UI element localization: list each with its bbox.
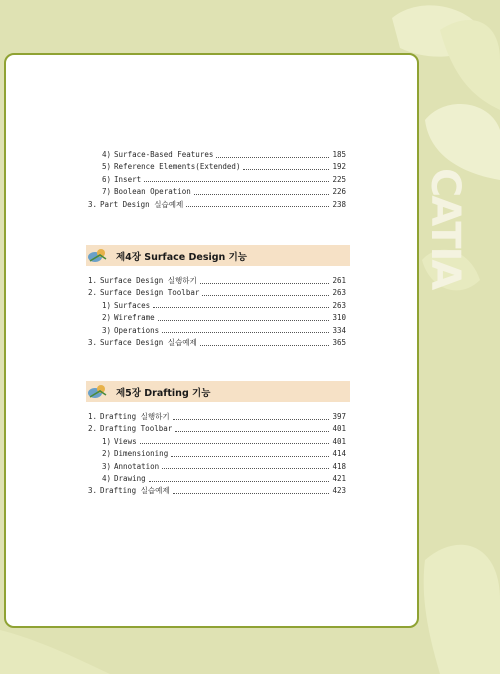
dot-leader bbox=[153, 307, 329, 308]
toc-entry-number: 3) bbox=[102, 325, 112, 335]
toc-entry-page: 263 bbox=[332, 300, 346, 310]
toc-entry-page: 238 bbox=[332, 199, 346, 209]
toc-entry-title: Wireframe bbox=[114, 313, 155, 323]
dot-leader bbox=[144, 181, 329, 182]
toc-entry[interactable] bbox=[88, 161, 346, 173]
toc-entry-number: 6) bbox=[102, 174, 112, 184]
toc-entry[interactable] bbox=[88, 300, 346, 312]
toc-entry[interactable] bbox=[88, 448, 346, 460]
toc-entry-number: 3. bbox=[88, 199, 98, 209]
toc-entry[interactable] bbox=[88, 325, 346, 337]
toc-entry-number: 2. bbox=[88, 288, 98, 298]
toc-entry-title: Surface Design 실습예제 bbox=[100, 338, 197, 347]
dot-leader bbox=[173, 493, 329, 494]
toc-entry-number: 3. bbox=[88, 338, 98, 347]
toc-entry[interactable] bbox=[88, 312, 346, 324]
toc-entry-number: 1. bbox=[88, 412, 98, 421]
dot-leader bbox=[171, 456, 329, 457]
toc-entry-number: 7) bbox=[102, 187, 112, 197]
toc-entry-number: 2) bbox=[102, 449, 112, 459]
toc-entry-page: 185 bbox=[332, 150, 346, 159]
toc-entry[interactable] bbox=[88, 199, 346, 211]
toc-entry-page: 263 bbox=[332, 288, 346, 298]
toc-entry-title: Part Design 실습예제 bbox=[100, 199, 184, 209]
toc-entry[interactable] bbox=[88, 473, 346, 485]
toc-entry-page: 401 bbox=[332, 436, 346, 446]
dot-leader bbox=[202, 295, 329, 296]
toc-entry-title: Dimensioning bbox=[114, 449, 169, 459]
toc-entry-page: 401 bbox=[332, 424, 346, 434]
dot-leader bbox=[200, 283, 329, 284]
toc-entry-number: 2) bbox=[102, 313, 112, 323]
dot-leader bbox=[186, 206, 329, 207]
toc-entry[interactable] bbox=[88, 436, 346, 448]
toc-entry-number: 3) bbox=[102, 461, 112, 471]
toc-entry-title: Annotation bbox=[114, 461, 160, 471]
dot-leader bbox=[175, 431, 329, 432]
toc-entry[interactable] bbox=[88, 174, 346, 186]
toc-entry-number: 4) bbox=[102, 474, 112, 483]
toc-entry[interactable] bbox=[88, 287, 346, 299]
dot-leader bbox=[194, 194, 329, 195]
toc-entry[interactable] bbox=[88, 461, 346, 473]
toc-entry-title: Drafting Toolbar bbox=[100, 424, 173, 434]
toc-entry-title: Drawing bbox=[114, 474, 146, 483]
toc-entry[interactable] bbox=[88, 423, 346, 435]
chapter-5-heading bbox=[86, 381, 350, 402]
toc-entry-page: 365 bbox=[332, 338, 346, 347]
dot-leader bbox=[216, 157, 329, 158]
toc-entry[interactable] bbox=[88, 411, 346, 423]
toc-entry-number: 4) bbox=[102, 150, 112, 159]
toc-entry[interactable] bbox=[88, 485, 346, 497]
toc-entry-page: 334 bbox=[332, 325, 346, 335]
toc-entry-title: Surface Design Toolbar bbox=[100, 288, 200, 298]
toc-entry-number: 2. bbox=[88, 424, 98, 434]
toc-entry-title: Reference Elements(Extended) bbox=[114, 162, 241, 172]
dot-leader bbox=[200, 345, 329, 346]
toc-entry-title: Drafting 실습예제 bbox=[100, 486, 170, 496]
toc-entry[interactable] bbox=[88, 337, 346, 349]
toc-entry-page: 418 bbox=[332, 461, 346, 471]
toc-entry-title: Insert bbox=[114, 174, 142, 184]
toc-entry-page: 226 bbox=[332, 187, 346, 197]
toc-entry-title: Drafting 실행하기 bbox=[100, 412, 170, 421]
toc-entry-page: 423 bbox=[332, 486, 346, 496]
dot-leader bbox=[162, 332, 329, 333]
dot-leader bbox=[140, 443, 329, 444]
toc-entry-number: 1) bbox=[102, 436, 112, 446]
toc-entry-page: 225 bbox=[332, 174, 346, 184]
toc-entry-page: 261 bbox=[332, 276, 346, 285]
toc-entry[interactable] bbox=[88, 149, 346, 161]
toc-entry[interactable] bbox=[88, 186, 346, 198]
toc-entry-page: 397 bbox=[332, 412, 346, 421]
dot-leader bbox=[158, 320, 329, 321]
toc-entry-page: 192 bbox=[332, 162, 346, 172]
toc-entry-number: 5) bbox=[102, 162, 112, 172]
toc-entry-title: Surface-Based Features bbox=[114, 150, 214, 159]
toc-entry-page: 310 bbox=[332, 313, 346, 323]
toc-entry-title: Operations bbox=[114, 325, 160, 335]
chapter-bullet-icon bbox=[86, 245, 110, 266]
dot-leader bbox=[162, 468, 329, 469]
toc-entry-page: 421 bbox=[332, 474, 346, 483]
toc-entry-title: Surface Design 실행하기 bbox=[100, 276, 197, 285]
toc-entry-title: Surfaces bbox=[114, 300, 151, 310]
chapter-4-title: 제4장 Surface Design 기능 bbox=[116, 251, 247, 263]
toc-entry[interactable] bbox=[88, 275, 346, 287]
toc-entry-title: Boolean Operation bbox=[114, 187, 191, 197]
toc-entry-page: 414 bbox=[332, 449, 346, 459]
dot-leader bbox=[149, 481, 329, 482]
toc-entry-title: Views bbox=[114, 436, 137, 446]
chapter-4-heading bbox=[86, 245, 350, 266]
dot-leader bbox=[173, 419, 329, 420]
chapter-5-title: 제5장 Drafting 기능 bbox=[116, 387, 211, 399]
chapter-bullet-icon bbox=[86, 381, 110, 402]
toc-entry-number: 3. bbox=[88, 486, 98, 496]
dot-leader bbox=[243, 169, 329, 170]
brand-watermark: CATIA bbox=[422, 168, 468, 289]
toc-entry-number: 1) bbox=[102, 300, 112, 310]
toc-entry-number: 1. bbox=[88, 276, 98, 285]
